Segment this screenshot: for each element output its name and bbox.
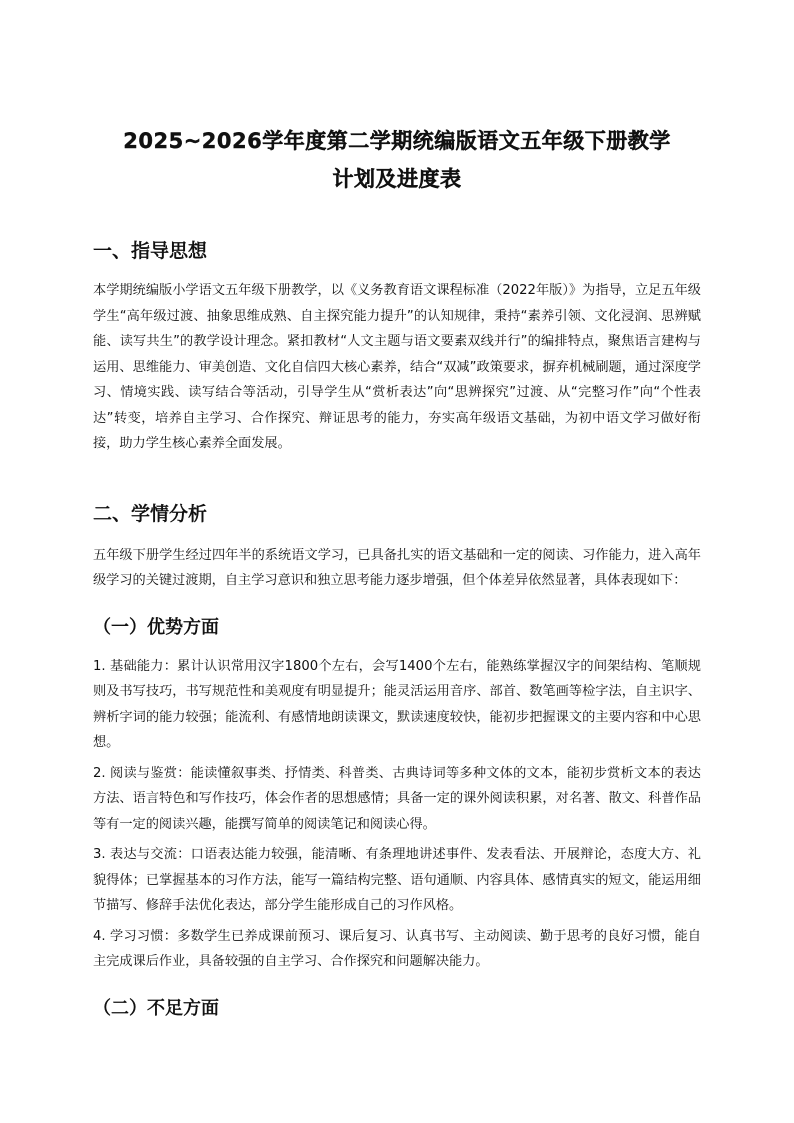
list-item: 1. 基础能力：累计认识常用汉字1800个左右，会写1400个左右，能熟练掌握汉字的间架结构、笔顺规则及书写技巧，书写规范性和美观度有明显提升；能灵活运用音序、部首、数笔画等检字法，自主识字、辨析字词的能力较强；能流利、有感情地朗读课文，默读速度较快，能初步把握课文的主要内容和中心思想。 (93, 658, 701, 750)
document-title (93, 122, 701, 198)
section-heading-student-analysis: 二、学情分析 (93, 502, 208, 525)
document-title-line1: 2025~2026学年度第二学期统编版语文五年级下册教学 (123, 129, 671, 153)
section-heading-guiding-ideology: 一、指导思想 (93, 240, 208, 262)
document-title-line2: 计划及进度表 (332, 167, 462, 191)
list-item: 4. 学习习惯：多数学生已养成课前预习、课后复习、认真书写、主动阅读、勤于思考的良好习惯，能自主完成课后作业，具备较强的自主学习、合作探究和问题解决能力。 (93, 928, 701, 969)
subsection-heading-strengths: （一）优势方面 (93, 616, 219, 638)
subsection-heading-weaknesses: （二）不足方面 (93, 997, 219, 1019)
student-analysis-paragraph: 五年级下册学生经过四年半的系统语文学习，已具备扎实的语文基础和一定的阅读、习作能力，进入高年级学习的关键过渡期，自主学习意识和独立思考能力逐步增强，但个体差异依然显著，具体表现如下： (93, 547, 701, 588)
list-item: 2. 阅读与鉴赏：能读懂叙事类、抒情类、科普类、古典诗词等多种文体的文本，能初步赏析文本的表达方法、语言特色和写作技巧，体会作者的思想感情；具备一定的课外阅读积累，对名著、散文、科普作品等有一定的阅读兴趣，能撰写简单的阅读笔记和阅读心得。 (93, 765, 701, 832)
list-item: 3. 表达与交流：口语表达能力较强，能清晰、有条理地讲述事件、发表看法、开展辩论，态度大方、礼貌得体；已掌握基本的习作方法，能写一篇结构完整、语句通顺、内容具体、感情真实的短文，能运用细节描写、修辞手法优化表达，部分学生能形成自己的习作风格。 (93, 847, 701, 913)
guiding-ideology-paragraph: 本学期统编版小学语文五年级下册教学，以《义务教育语文课程标准（2022年版）》为指导，立足五年级学生“高年级过渡、抽象思维成熟、自主探究能力提升”的认知规律，秉持“素养引领、文化浸润、思辨赋能、读写共生”的教学设计理念。紧扣教材“人文主题与语文要素双线并行”的编排特点，聚焦语言建构与运用、思维能力、审美创造、文化自信四大核心素养，结合“双减”政策要求，摒弃机械刷题，通过深度学习、情境实践、读写结合等活动，引导学生从“赏析表达”向“思辨探究”过渡、从“完整习作”向“个性表达”转变，培养自主学习、合作探究、辩证思考的能力，夯实高年级语文基础，为初中语文学习做好衔接，助力学生核心素养全面发展。 (93, 283, 701, 451)
